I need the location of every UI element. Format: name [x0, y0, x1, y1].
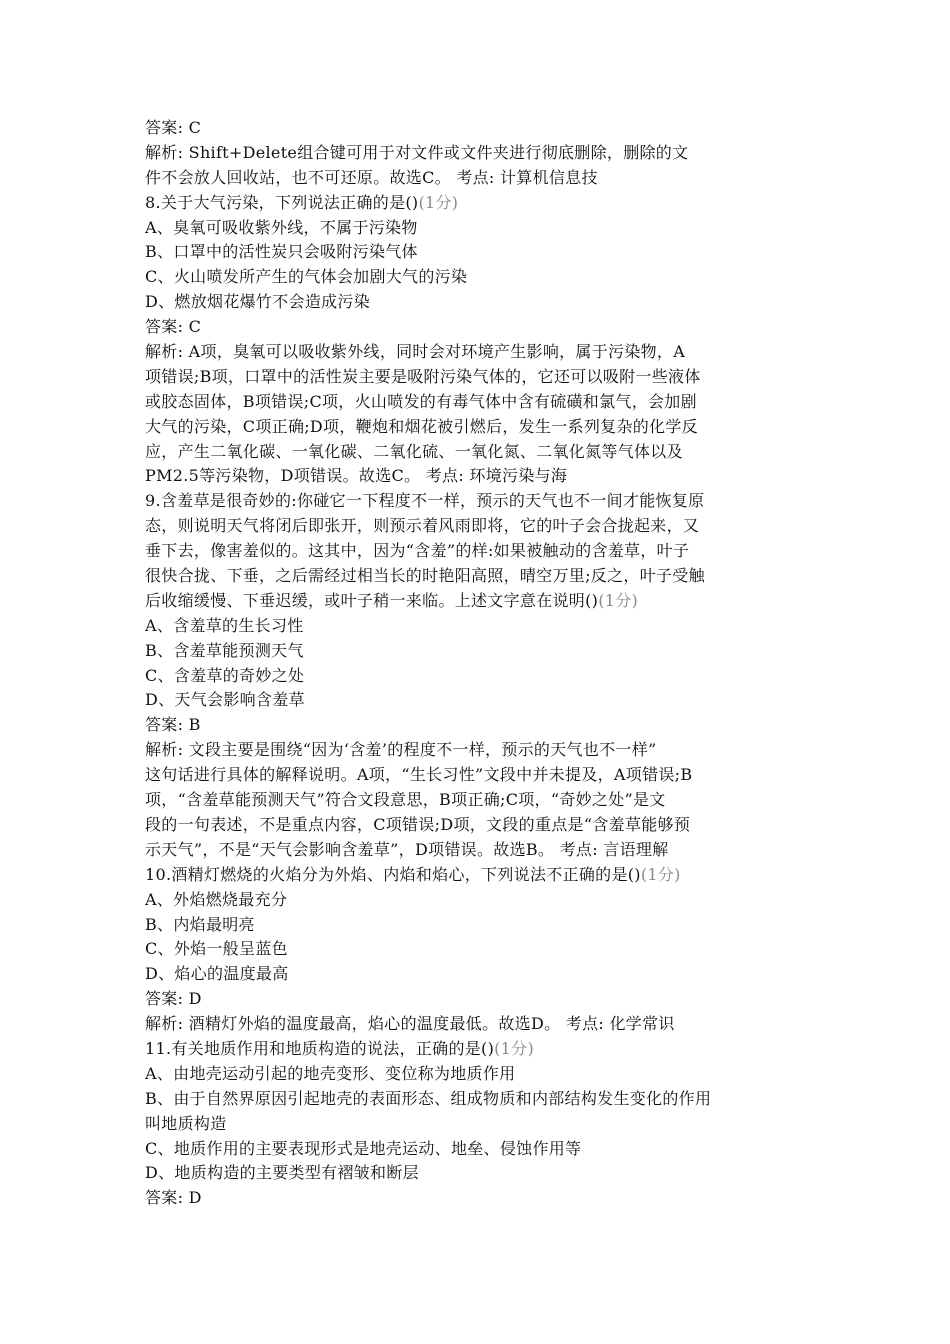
q10-option-b: B、内焰最明亮 [145, 914, 255, 934]
q9-option-c: C、含羞草的奇妙之处 [145, 665, 305, 685]
prev-analysis-line-1: 解析: Shift+Delete组合键可用于对文件或文件夹进行彻底删除，删除的文 [145, 142, 689, 162]
q10-option-c: C、外焰一般呈蓝色 [145, 939, 288, 959]
q8-analysis-line-1: 解析: A项，臭氧可以吸收紫外线，同时会对环境产生影响，属于污染物，A [145, 342, 686, 362]
q8-option-c: C、火山喷发所产生的气体会加剧大气的污染 [145, 267, 468, 287]
q10-analysis-line-1: 解析: 酒精灯外焰的温度最高，焰心的温度最低。故选D。 考点: 化学常识 [145, 1014, 675, 1034]
q10-score: (1分) [640, 864, 681, 884]
q9-stem-line-4: 很快合拢、下垂，之后需经过相当长的时艳阳高照，晴空万里;反之，叶子受触 [145, 566, 705, 586]
q9-analysis-line-3: 项，“含羞草能预测天气”符合文段意思，B项正确;C项，“奇妙之处”是文 [145, 790, 666, 810]
q8-analysis-line-3: 或胶态固体，B项错误;C项，火山喷发的有毒气体中含有硫磺和氯气，会加剧 [145, 391, 697, 411]
q9-score: (1分) [598, 590, 639, 610]
q8-answer: 答案: C [145, 317, 202, 337]
q9-stem-line-1: 9.含羞草是很奇妙的:你碰它一下程度不一样，预示的天气也不一间才能恢复原 [145, 491, 705, 511]
q9-stem-line-3: 垂下去，像害羞似的。这其中，因为“含羞”的样:如果被触动的含羞草，叶子 [145, 541, 690, 561]
q11-stem-text: 11.有关地质作用和地质构造的说法，正确的是() [145, 1038, 495, 1058]
q9-analysis-line-5: 示天气”，不是“天气会影响含羞草”，D项错误。故选B。 考点: 言语理解 [145, 839, 669, 859]
q11-option-b-cont: 叫地质构造 [145, 1113, 227, 1133]
q11-option-b: B、由于自然界原因引起地壳的表面形态、组成物质和内部结构发生变化的作用 [145, 1088, 712, 1108]
prev-answer: 答案: C [145, 118, 202, 137]
q9-stem-line-2: 态，则说明天气将闭后即张开，则预示着风雨即将，它的叶子会合拢起来，又 [145, 516, 700, 536]
q8-option-b: B、口罩中的活性炭只会吸附污染气体 [145, 242, 418, 262]
q8-stem [145, 191, 810, 216]
q10-stem-text: 10.酒精灯燃烧的火焰分为外焰、内焰和焰心，下列说法不正确的是() [145, 864, 641, 884]
q10-stem [145, 863, 810, 888]
q11-option-d: D、地质构造的主要类型有褶皱和断层 [145, 1163, 419, 1183]
q11-answer: 答案: D [145, 1188, 202, 1208]
q8-analysis-line-5: 应，产生二氧化碳、一氧化碳、二氧化硫、一氧化氮、二氧化氮等气体以及 [145, 441, 683, 461]
exam-page [145, 116, 810, 1211]
q10-option-a: A、外焰燃烧最充分 [145, 889, 288, 909]
q9-stem-last-text: 后收缩缓慢、下垂迟缓，或叶子稍一来临。上述文字意在说明() [145, 590, 599, 610]
q11-option-a: A、由地壳运动引起的地壳变形、变位称为地质作用 [145, 1063, 516, 1083]
q8-analysis-line-6: PM2.5等污染物，D项错误。故选C。 考点: 环境污染与海 [145, 466, 568, 486]
q9-option-b: B、含羞草能预测天气 [145, 640, 304, 660]
q8-option-a: A、臭氧可吸收紫外线，不属于污染物 [145, 217, 418, 237]
q9-analysis-line-1: 解析: 文段主要是围绕“因为‘含羞’的程度不一样，预示的天气也不一样” [145, 740, 657, 760]
q9-option-d: D、天气会影响含羞草 [145, 690, 305, 710]
q8-analysis-line-4: 大气的污染，C项正确;D项，鞭炮和烟花被引燃后，发生一系列复杂的化学反 [145, 416, 698, 436]
q10-option-d: D、焰心的温度最高 [145, 964, 289, 984]
q9-stem-line-5 [145, 589, 810, 614]
q9-analysis-line-2: 这句话进行具体的解释说明。A项，“生长习性”文段中并未提及，A项错误;B [145, 765, 693, 785]
q8-analysis-line-2: 项错误;B项，口罩中的活性炭主要是吸附污染气体的，它还可以吸附一些液体 [145, 366, 701, 386]
prev-analysis-line-2: 件不会放人回收站，也不可还原。故选C。 考点: 计算机信息技 [145, 167, 598, 187]
q9-option-a: A、含羞草的生长习性 [145, 615, 304, 635]
q8-score: (1分) [418, 192, 459, 212]
q11-score: (1分) [494, 1038, 535, 1058]
q8-stem-text: 8.关于大气污染，下列说法正确的是() [145, 192, 419, 212]
q11-stem [145, 1037, 810, 1062]
q8-option-d: D、燃放烟花爆竹不会造成污染 [145, 292, 371, 312]
q9-answer: 答案: B [145, 715, 201, 735]
q11-option-c: C、地质作用的主要表现形式是地壳运动、地垒、侵蚀作用等 [145, 1138, 582, 1158]
q10-answer: 答案: D [145, 989, 202, 1009]
q9-analysis-line-4: 段的一句表述，不是重点内容，C项错误;D项，文段的重点是“含羞草能够预 [145, 814, 691, 834]
